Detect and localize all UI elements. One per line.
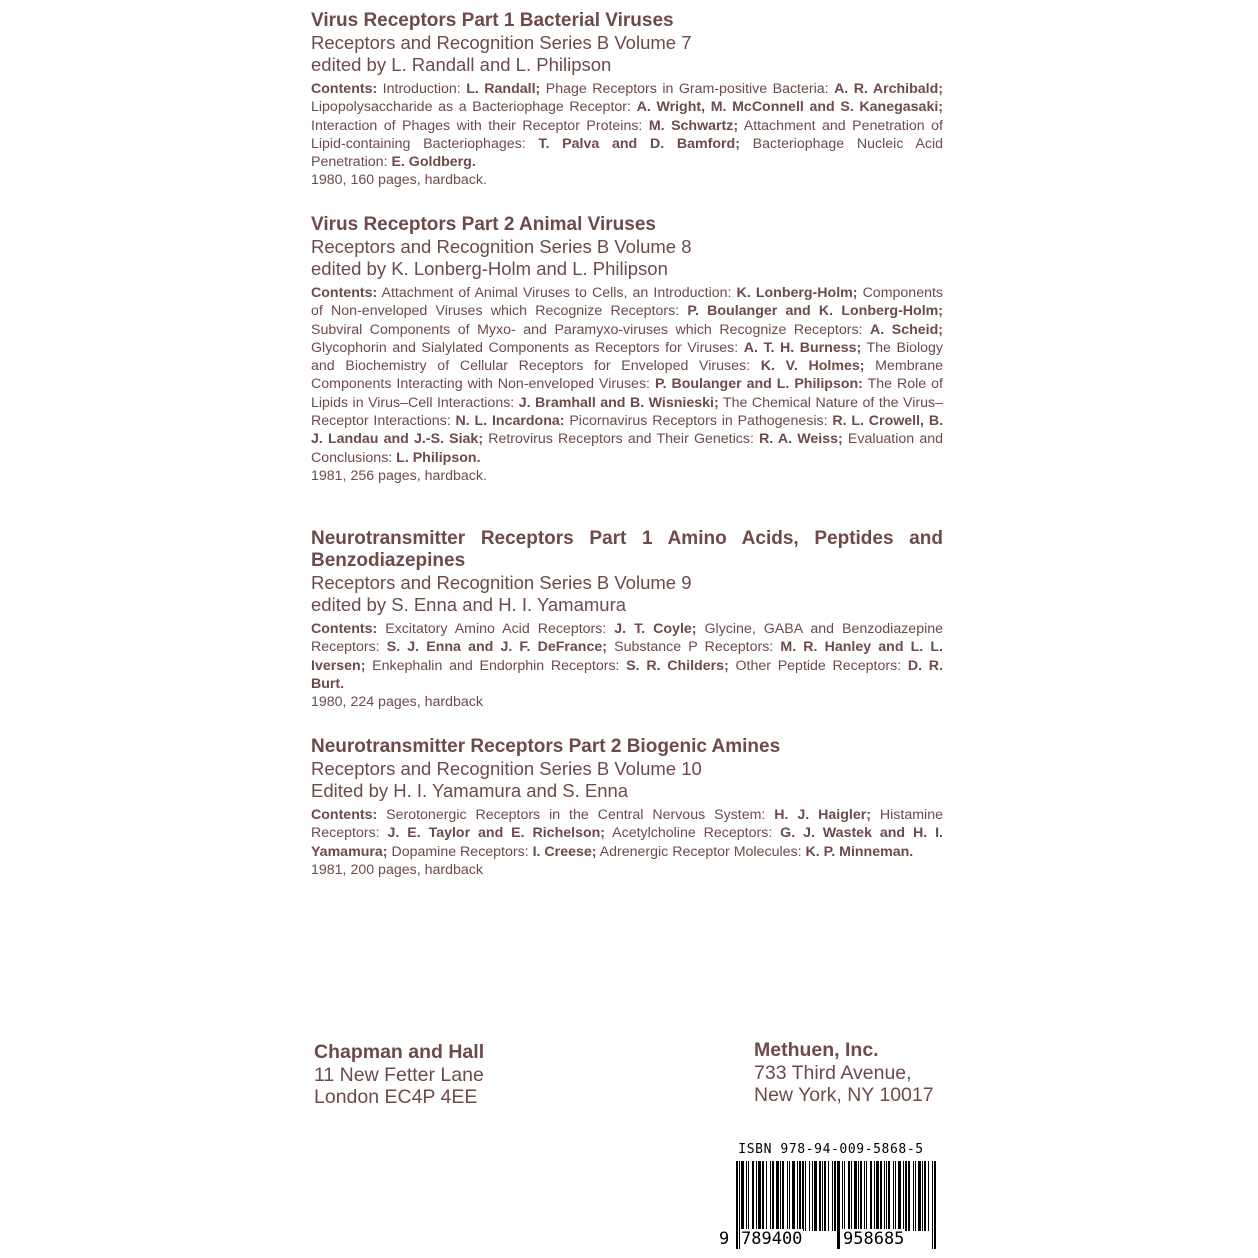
contents-chapter: The Chemical Nature of the Virus–Receptor Interactions: [311,394,943,430]
contents-author: A. T. H. Burness; [743,339,862,356]
contents-author: A. R. Archibald; [834,81,943,97]
barcode-bar [814,1161,817,1231]
book-contents [311,620,943,693]
publisher-address-line: New York, NY 10017 [754,1084,934,1106]
contents-chapter: Glycophorin and Sialylated Components as Receptors for Viruses: [311,339,744,356]
contents-chapter: The Role of Lipids in Virus–Cell Interactions: [311,376,943,411]
barcode-bar [782,1161,784,1231]
contents-chapter: The Biology and Biochemistry of Cellular Receptors for Enveloped Viruses: [311,339,944,375]
barcode-bar [756,1161,757,1231]
book-editors: edited by S. Enna and H. I. Yamamura [311,594,627,615]
book-title: Virus Receptors Part 1 Bacterial Viruses [311,10,674,31]
isbn-barcode [718,1142,944,1249]
barcode-bar [924,1161,926,1231]
contents-chapter: Other Peptide Receptors: [728,657,908,674]
book-editors: edited by K. Lonberg-Holm and L. Philipson [311,258,668,279]
contents-author: R. A. Weiss; [759,431,843,448]
barcode-digits-right: 958685 [843,1229,905,1249]
contents-author: A. Scheid; [870,321,943,338]
barcode-bar [789,1161,790,1231]
barcode-bar [746,1161,747,1231]
contents-chapter: Acetylcholine Receptors: [605,825,781,842]
contents-chapter: Adrenergic Receptor Molecules: [596,843,806,860]
barcode-bar [880,1161,882,1231]
publisher-address-line: 11 New Fetter Lane [314,1063,484,1086]
barcode-bar [805,1161,806,1231]
barcode-bar [828,1161,829,1231]
contents-author: M. Schwartz; [648,117,739,134]
barcode-bar [886,1161,887,1231]
book-title: Virus Receptors Part 2 Animal Viruses [311,214,656,235]
barcode-bar [797,1161,798,1231]
contents-author: Contents: [311,81,378,97]
book-meta: 1981, 200 pages, hardback [311,861,483,878]
contents-author: M. R. Hanley and L. L. Iversen; [311,639,943,674]
barcode-bar [748,1161,749,1231]
contents-author: J. T. Coyle; [614,621,697,637]
isbn-label: ISBN 978-94-009-5868-5 [738,1142,924,1157]
barcode-bar [922,1161,923,1231]
barcode-bar [824,1161,826,1231]
contents-chapter: Picornavirus Receptors in Pathogenesis: [564,413,833,430]
book-contents [311,806,943,861]
book-entry-4 [311,736,943,879]
contents-author: Contents: [311,807,378,823]
contents-author: G. J. Wastek and H. I. Yamamura; [311,825,943,860]
barcode-bar [876,1161,879,1231]
contents-chapter: Attachment of Animal Viruses to Cells, an Introduction: [377,285,737,301]
contents-author: P. Boulanger and L. Philipson: [654,376,863,393]
contents-author: J. E. Taylor and E. Richelson; [387,825,606,842]
barcode-bar [837,1161,840,1249]
book-meta: 1981, 256 pages, hardback. [311,467,487,484]
contents-chapter: Retrovirus Receptors and Their Genetics: [483,431,760,448]
barcode-bar [776,1161,779,1231]
book-contents [311,80,943,171]
contents-chapter: Subviral Components of Myxo- and Paramyxo-viruses which Recognize Receptors: [311,321,871,338]
book-title: Neurotransmitter Receptors Part 2 Biogenic Amines [311,736,781,757]
barcode-bar [895,1161,896,1231]
contents-author: N. L. Incardona: [455,413,565,430]
barcode-bar [898,1161,901,1231]
barcode-bar [860,1161,862,1231]
barcode-bar [842,1161,843,1231]
contents-author: R. L. Crowell, B. J. Landau and J.-S. Siak; [311,413,944,448]
contents-chapter: Interaction of Phages with their Receptor Proteins: [311,117,649,134]
book-series: Receptors and Recognition Series B Volume 7 [311,32,692,53]
book-entry-3 [311,528,943,711]
barcode-bar [858,1161,859,1231]
barcode-bar [928,1161,929,1231]
barcode-bar [893,1161,894,1231]
contents-author: I. Creese; [532,843,597,860]
barcode-bar [752,1161,754,1231]
contents-author: E. Goldberg. [391,154,476,171]
barcode-bar [809,1161,810,1231]
barcode-bar [822,1161,823,1231]
contents-author: Contents: [311,285,378,301]
contents-chapter: Introduction: [377,81,467,97]
contents-author: J. Bramhall and B. Wisnieski; [518,394,719,411]
barcode-bar [884,1161,885,1231]
contents-chapter: Components of Non-enveloped Viruses which Recognize Receptors: [311,285,944,320]
barcode-bar [866,1161,867,1231]
contents-chapter: Membrane Components Interacting with Non-enveloped Viruses: [311,358,943,393]
contents-author: K. Lonberg-Holm; [736,285,858,301]
contents-author: T. Palva and D. Bamford; [538,135,740,152]
barcode-bar [848,1161,850,1231]
book-contents [311,284,943,467]
contents-chapter: Lipopolysaccharide as a Bacteriophage Receptor: [311,99,637,116]
barcode-bar [854,1161,857,1231]
publisher-address-line: 733 Third Avenue, [754,1061,912,1084]
contents-chapter: Serotonergic Receptors in the Central Nervous System: [377,807,775,823]
contents-author: Contents: [311,621,378,637]
book-meta: 1980, 160 pages, hardback. [311,172,487,189]
publisher-left [314,1041,484,1109]
book-series: Receptors and Recognition Series B Volume 10 [311,758,702,779]
barcode-bar [844,1161,845,1231]
barcode-bar [888,1161,890,1231]
contents-chapter: Substance P Receptors: [606,639,781,656]
barcode-bar [770,1161,771,1231]
book-title: Neurotransmitter Receptors Part 1 Amino Acids, Peptides and Benzodiazepines [311,528,943,571]
contents-chapter: Histamine Receptors: [311,807,943,842]
barcode-lead-digit: 9 [719,1229,730,1249]
barcode-bar [799,1161,801,1231]
book-meta: 1980, 224 pages, hardback [311,694,483,711]
barcode-bar [864,1161,865,1231]
contents-author: P. Boulanger and K. Lonberg-Holm; [687,303,943,320]
contents-chapter: Phage Receptors in Gram-positive Bacteria: [540,81,835,97]
contents-author: K. V. Holmes; [760,358,865,375]
barcode-bar [762,1161,764,1231]
contents-author: L. Philipson. [396,449,481,466]
publisher-address-line: London EC4P 4EE [314,1086,478,1108]
book-editors: Edited by H. I. Yamamura and S. Enna [311,780,629,801]
book-editors: edited by L. Randall and L. Philipson [311,54,612,75]
barcode-bar [780,1161,781,1231]
publisher-name: Methuen, Inc. [754,1039,879,1061]
barcode-bar [792,1161,795,1231]
barcode-bar [819,1161,821,1231]
barcode-bar [934,1161,936,1249]
publisher-right [754,1039,934,1107]
barcode-bar [918,1161,921,1231]
contents-author: H. J. Haigler; [774,807,871,823]
contents-chapter: Bacteriophage Nucleic Acid Penetration: [311,135,943,171]
barcode-bar [834,1161,836,1231]
contents-chapter: Glycine, GABA and Benzodiazepine Receptors: [311,621,944,656]
publisher-name: Chapman and Hall [314,1041,485,1063]
contents-chapter: Evaluation and Conclusions: [311,431,943,466]
barcode-bar [736,1161,738,1249]
barcode-bar [832,1161,833,1231]
barcode-bar [766,1161,767,1231]
barcode-bar [772,1161,774,1231]
barcode-digits-left: 789400 [741,1229,803,1249]
barcode-bar [915,1161,916,1231]
contents-author: D. R. Burt. [311,657,943,692]
barcode-bar [851,1161,852,1231]
barcode-bar [913,1161,914,1231]
barcode-bar [787,1161,788,1231]
book-series: Receptors and Recognition Series B Volume 8 [311,236,692,257]
barcode-bar [903,1161,904,1231]
contents-chapter: Dopamine Receptors: [387,843,533,860]
barcode-bar [758,1161,761,1231]
contents-chapter: Attachment and Penetration of Lipid-containing Bacteriophages: [311,117,943,152]
barcode-bar [905,1161,907,1231]
barcode-bar [812,1161,813,1231]
barcode-bar [874,1161,875,1231]
barcode-bars [718,1161,944,1249]
barcode-bar [870,1161,872,1231]
barcode-bar [802,1161,804,1231]
contents-chapter: Excitatory Amino Acid Receptors: [377,621,615,637]
barcode-bar [932,1161,933,1249]
book-entry-2 [311,214,943,485]
book-series: Receptors and Recognition Series B Volume 9 [311,572,692,593]
contents-author: S. R. Childers; [626,657,729,674]
contents-author: L. Randall; [466,81,541,97]
barcode-bar [908,1161,910,1231]
contents-chapter: Enkephalin and Endorphin Receptors: [365,657,627,674]
contents-author: S. J. Enna and J. F. DeFrance; [386,639,607,656]
contents-author: K. P. Minneman. [805,843,914,860]
barcode-bar [741,1161,744,1231]
contents-author: A. Wright, M. McConnell and S. Kanegasaki; [636,99,943,116]
book-entry-1 [311,10,943,190]
